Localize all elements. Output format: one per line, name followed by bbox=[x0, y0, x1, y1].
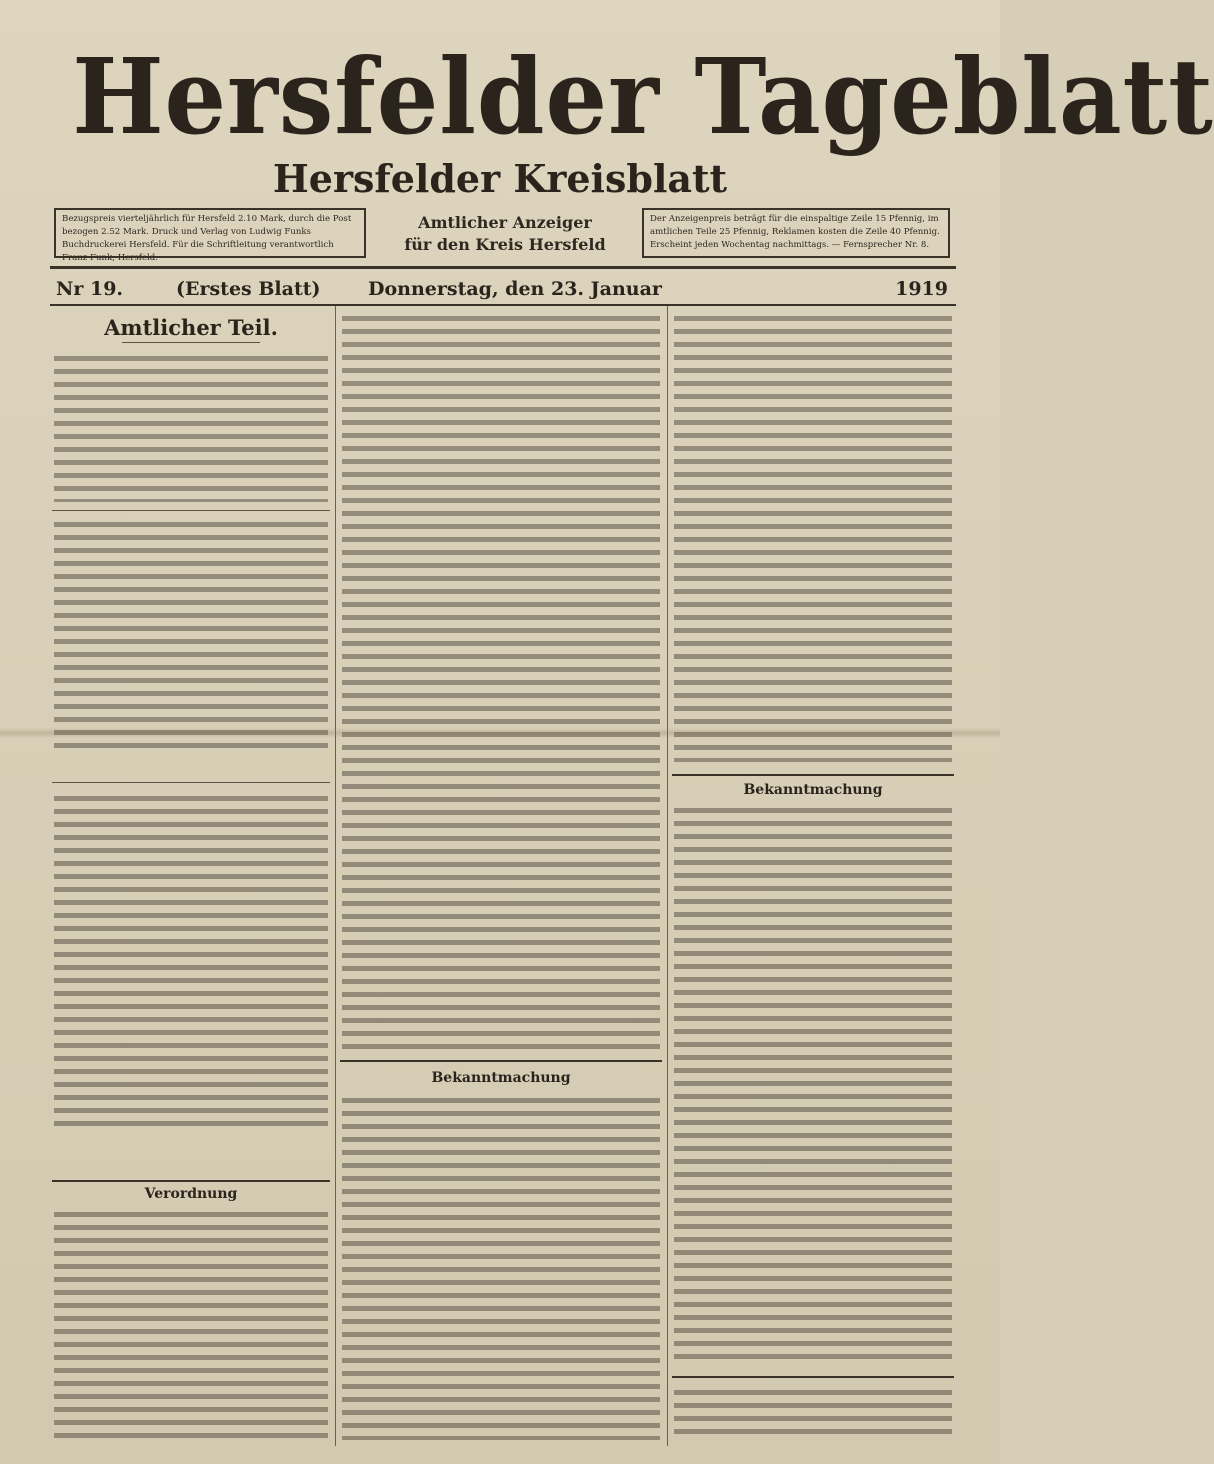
column-2 bbox=[340, 312, 662, 1442]
heading-verordnung: Verordnung bbox=[144, 1186, 238, 1202]
article-text-block bbox=[54, 352, 328, 502]
heading-bekanntmachung: Bekanntmachung bbox=[431, 1070, 571, 1086]
article-text-block bbox=[674, 1386, 952, 1440]
article-separator bbox=[340, 1060, 662, 1062]
column-3 bbox=[672, 312, 954, 1442]
article-separator bbox=[672, 774, 954, 776]
section-title-amtlicher-teil: Amtlicher Teil. bbox=[104, 315, 278, 340]
advertising-rates-box: Der Anzeigenpreis beträgt für die einspaltige Zeile 15 Pfennig, im amtlichen Teile 25 Pfennig, Reklamen kosten die Zeile 40 Pfennig. Erscheint jeden Wochentag nachmittags. — Fernsprecher Nr. 8. bbox=[642, 208, 950, 258]
article-text-block bbox=[54, 792, 328, 1132]
masthead-title: Hersfelder Tageblatt bbox=[72, 35, 1214, 158]
article-separator bbox=[52, 510, 330, 511]
official-gazette-line1: Amtlicher Anzeiger bbox=[418, 213, 592, 232]
article-text-block bbox=[342, 312, 660, 1052]
article-text-block bbox=[54, 518, 328, 748]
column-1 bbox=[52, 312, 330, 1442]
column-divider bbox=[667, 306, 668, 1446]
header-rule-top bbox=[50, 266, 956, 269]
article-separator bbox=[672, 1376, 954, 1378]
article-text-block bbox=[342, 1094, 660, 1440]
issue-date: Donnerstag, den 23. Januar bbox=[368, 278, 662, 300]
header-rule-bottom bbox=[50, 304, 956, 306]
heading-bekanntmachung: Bekanntmachung bbox=[743, 782, 883, 798]
article-separator bbox=[52, 1180, 330, 1182]
article-text-block bbox=[674, 804, 952, 1366]
issue-number: Nr 19. bbox=[56, 278, 124, 300]
article-separator bbox=[52, 782, 330, 783]
masthead-subtitle: Hersfelder Kreisblatt bbox=[272, 156, 728, 201]
sheet-label: (Erstes Blatt) bbox=[176, 278, 321, 300]
paper-fold bbox=[0, 728, 1000, 738]
issue-year: 1919 bbox=[895, 278, 948, 300]
column-divider bbox=[335, 306, 336, 1446]
article-text-block bbox=[54, 1208, 328, 1440]
official-gazette-line2: für den Kreis Hersfeld bbox=[404, 235, 606, 254]
dateline bbox=[56, 274, 952, 304]
article-text-block bbox=[674, 312, 952, 762]
title-underline bbox=[122, 342, 260, 343]
subscription-info-box: Bezugspreis vierteljährlich für Hersfeld 2.10 Mark, durch die Post bezogen 2.52 Mark. Druck und Verlag von Ludwig Funks Buchdruckerei Hersfeld. Für die Schriftleitung verantwortlich Franz Funk, Hersfeld. bbox=[54, 208, 366, 258]
official-gazette-label bbox=[380, 212, 630, 256]
